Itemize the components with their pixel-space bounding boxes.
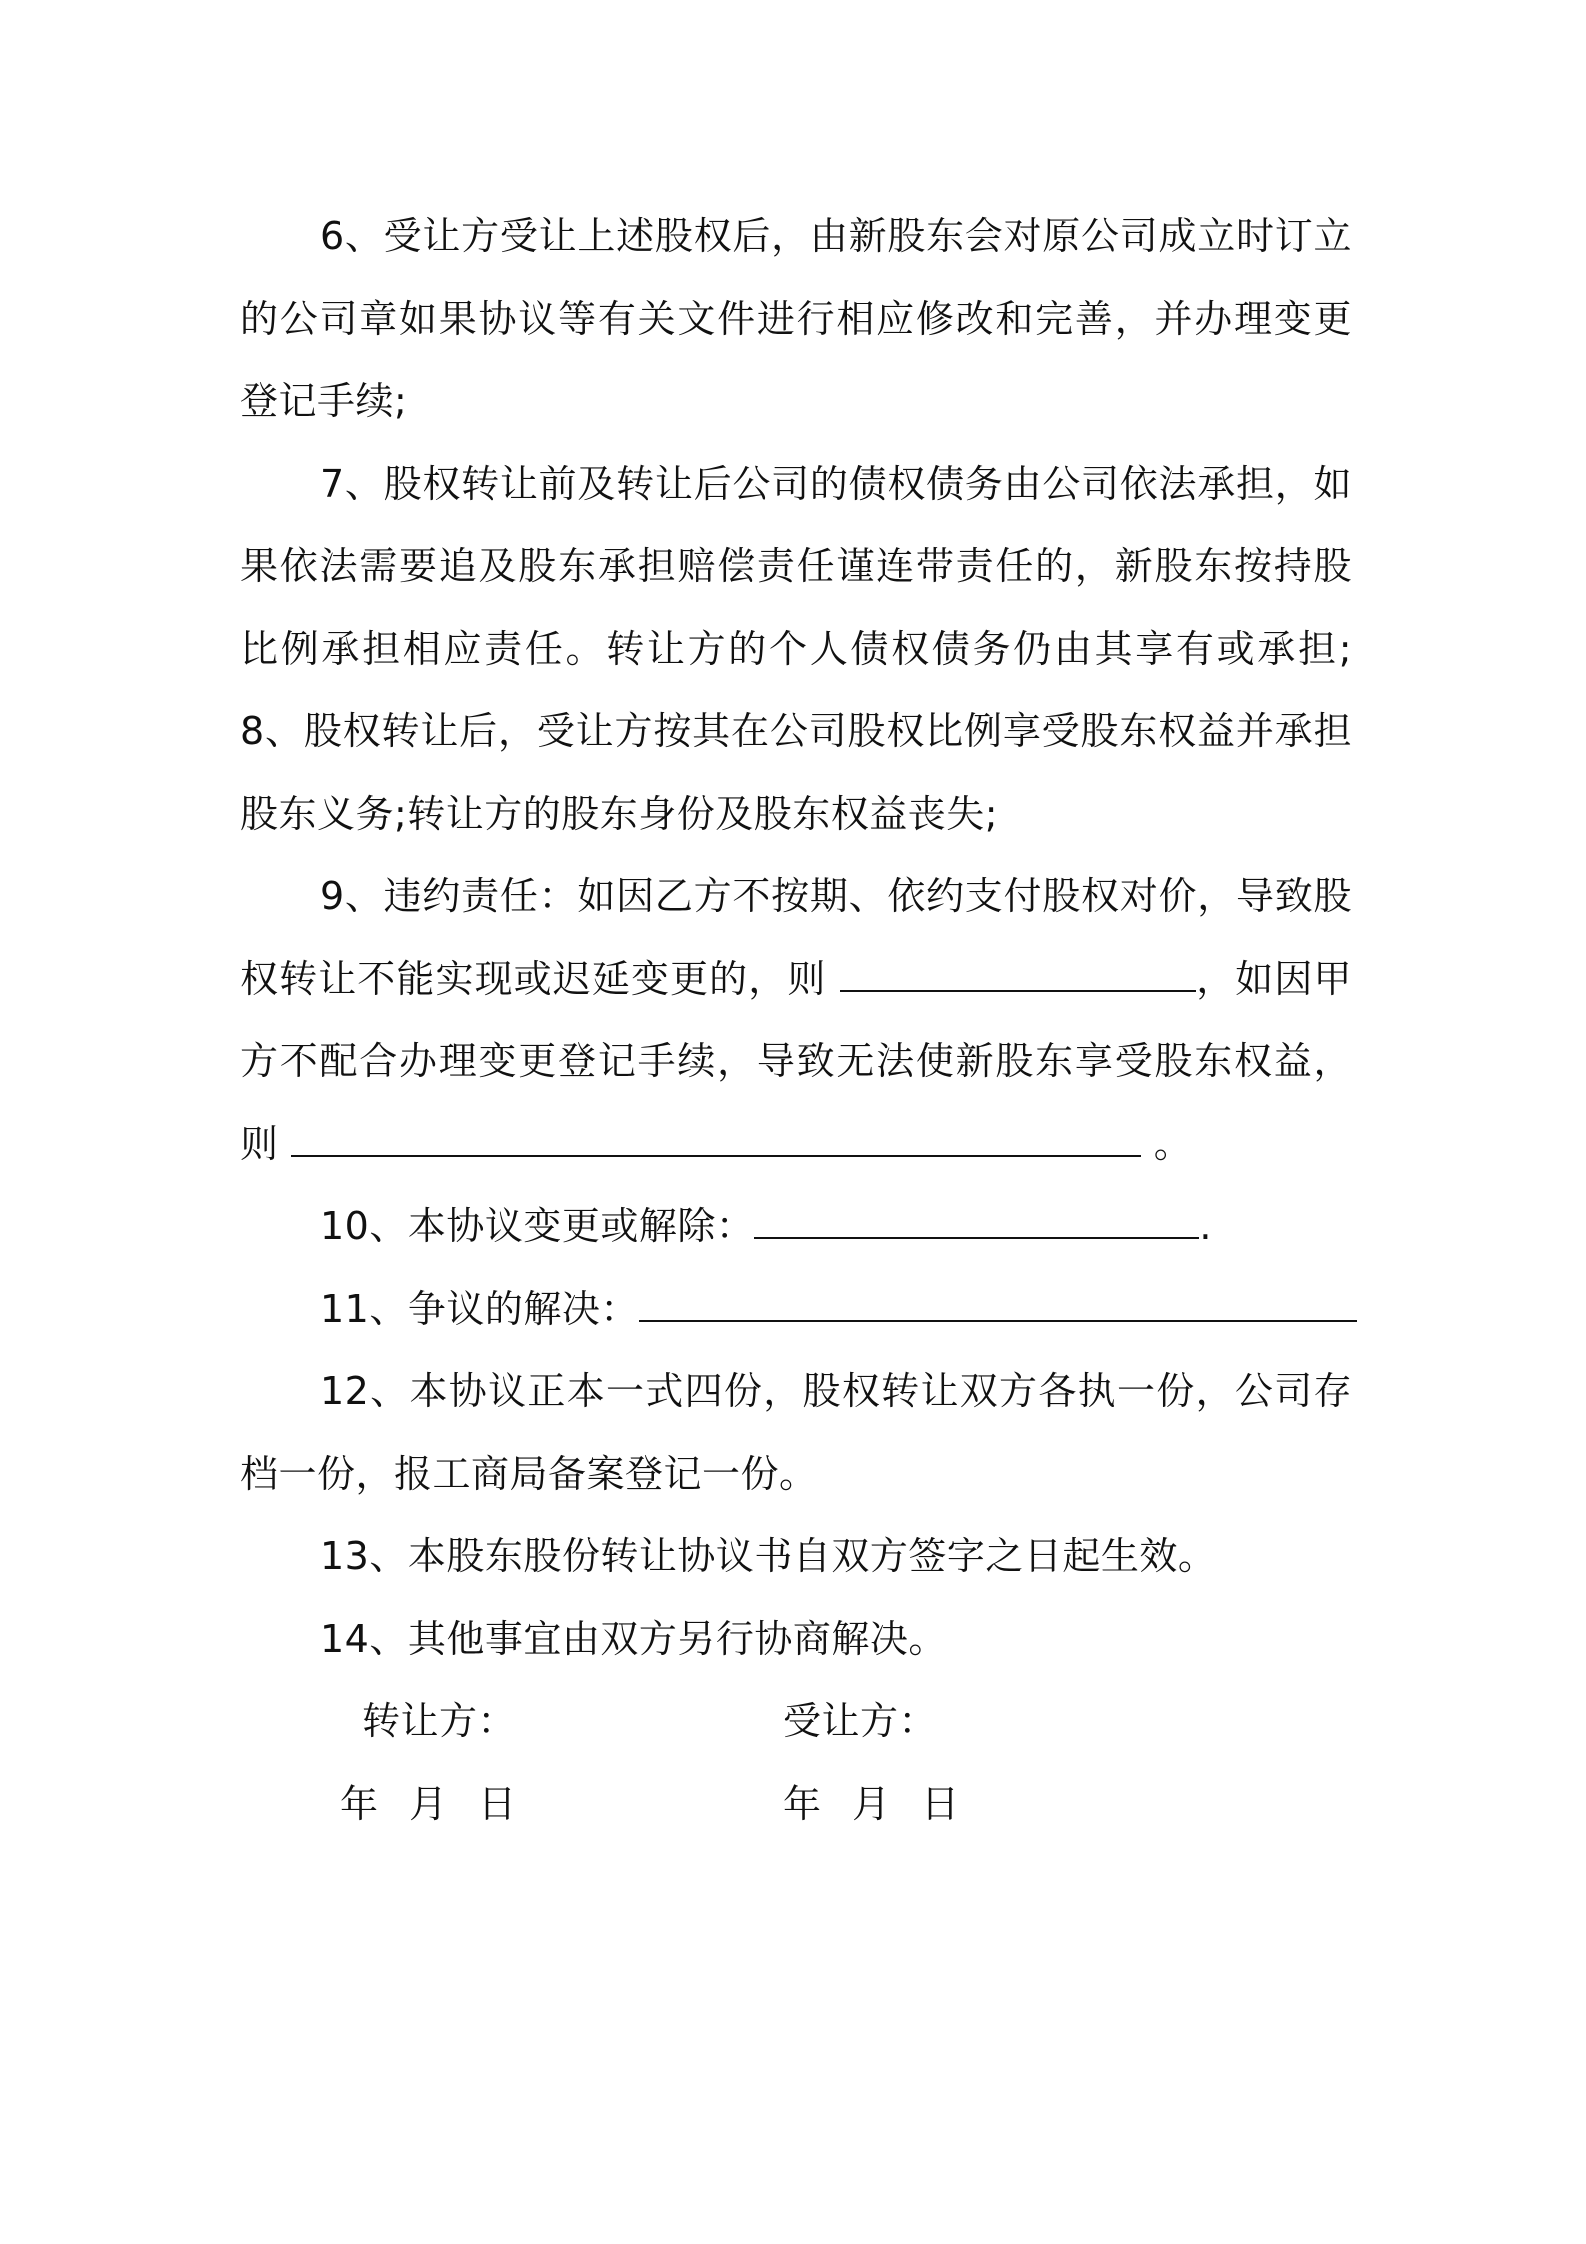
clause-11-blank xyxy=(639,1286,1357,1322)
clause-11-text: 11、争议的解决： xyxy=(320,1286,639,1331)
transferor-date: 年 月 日 xyxy=(340,1781,517,1826)
clause-9-text-a: 9、违约责任：如因乙方不按期、依约支付股权对价，导致股权转让不能实现或迟延变更的，则 xyxy=(240,874,1352,1001)
clause-10-text: 10、本协议变更或解除： xyxy=(320,1204,755,1248)
clause-10 xyxy=(240,1185,1352,1268)
clause-13: 13、本股东股份转让协议书自双方签字之日起生效。 xyxy=(320,1534,1217,1578)
transferee-date: 年 月 日 xyxy=(783,1781,960,1826)
transferor-label: 转让方： xyxy=(362,1699,517,1743)
document-body xyxy=(240,195,1352,1845)
signature-labels-row xyxy=(240,1680,1352,1763)
signature-dates-row xyxy=(240,1763,1352,1846)
clause-12: 12、本协议正本一式四份，股权转让双方各执一份，公司存档一份，报工商局备案登记一份。 xyxy=(240,1369,1352,1496)
clause-10-blank xyxy=(754,1203,1199,1239)
clause-9 xyxy=(240,855,1352,1185)
clause-9-text-b: ，如因甲方不配合办理变更登记手续，导致无法使新股东享受股东权益，则 xyxy=(240,956,1352,1166)
clause-6: 6、受让方受让上述股权后，由新股东会对原公司成立时订立的公司章如果协议等有关文件进行相应修改和完善，并办理变更 登记手续; xyxy=(240,214,1352,423)
clause-11 xyxy=(240,1268,1352,1351)
transferee-label: 受让方： xyxy=(783,1699,938,1743)
clause-7-8: 7、股权转让前及转让后公司的债权债务由公司依法承担，如果依法需要追及股东承担赔偿责任谨连带责任的，新股东按持股比例承担相应责任。转让方的个人债权债务仍由其享有或承担; 8、股权转让后，受让方按其在公司股权比例享受股东权益并承担股东义务;转让方的股东身份及股东权益丧失; xyxy=(240,461,1352,836)
clause-14: 14、其他事宜由双方另行协商解决。 xyxy=(320,1616,947,1661)
clause-10-end: . xyxy=(1199,1204,1212,1248)
clause-9-blank-2 xyxy=(291,1121,1141,1157)
clause-9-text-c: 。 xyxy=(1153,1121,1193,1166)
clause-9-blank-1 xyxy=(840,956,1196,992)
